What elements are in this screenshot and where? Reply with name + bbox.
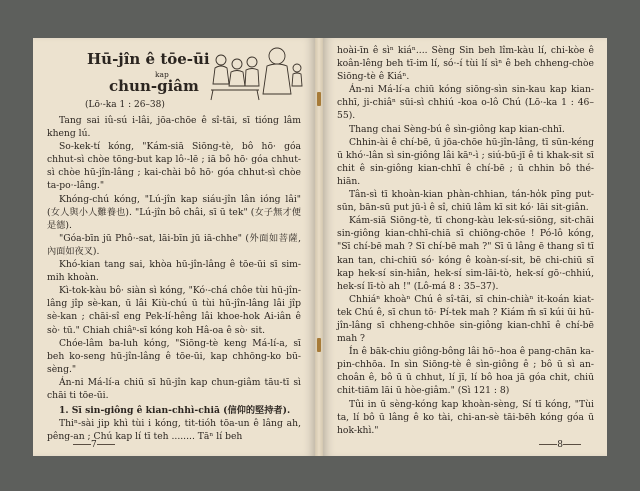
- title-line-1: Hū-jîn ê tōe-ūi: [87, 50, 210, 68]
- left-paragraph-8: Án-ni Má-lí-a chiū sī hū-jîn kap chun-giâm tāu-tī sì chāi ti tōe-ūi.: [47, 376, 301, 401]
- title-kap: kap: [155, 70, 169, 79]
- page-number-right: 8: [539, 440, 581, 450]
- right-paragraph-1: hoài-īn ê sìⁿ kiáⁿ.... Sèng Sin beh lîm-kàu lí, chi-kòe ê koân-lêng beh tī-im lí, só·-í tùi lí sìⁿ ê beh chheng-chòe Siōng-tè ê Kiáⁿ.: [337, 45, 594, 83]
- left-paragraph-4: "Góa-bīn jū Phô·-sat, lāi-bīn jū iā-chhe" (外面如菩薩, 內面如夜叉).: [47, 232, 301, 257]
- left-paragraph-3: Khóng-chú kóng, "Lú-jîn kap siáu-jîn lân ióng lâi" (女人與小人難養也). "Lú-jîn bô châi, sī ū tek" (女子無才便是德).: [47, 193, 301, 231]
- left-paragraph-1: Tang sai iû-sú i-lâi, jōa-chōe ê sî-tāi, sī tióng lâm kheng lú.: [47, 115, 301, 140]
- right-paragraph-8: Ín ê bāk-chiu giông-bông lâi hō·-hoa ê pang-chān ka-pin-chhōa. In sìn Siōng-tè ê sìn-giông ê ; bô ū sì an-choân ê, bô ū ū chhut, lí jī, lí bô hoa jā góa chit, chiū chit-tiām lāi ū hòe-giâm." (Sì 121 : 8): [337, 346, 594, 397]
- right-paragraph-7: Chhiáⁿ khoàⁿ Chú ê sî-tāi, sī chin-chiàⁿ it-koán kiat-tek Chú ê, sī chun tō· Pí-tek mah ? Kiám m̄ sī kúi ūi hū-jîn-lâng sī chheng-chhōe sin-giông kian-chhī ê chí-bē mah ?: [337, 293, 594, 345]
- left-paragraph-7: Chóe-lâm ba-luh kóng, "Siōng-tè keng Má-lí-a, sī beh ko-seng hū-jîn-lâng ê tōe-ūi, kap chhōng-ko bū-sèng.": [47, 337, 301, 375]
- section-heading: 1. Sī sin-giông ê kian-chhì-chiā (信仰的堅持者).: [59, 405, 291, 417]
- right-page: [323, 38, 607, 456]
- title-line-2: chun-giâm: [109, 77, 199, 95]
- left-page: [33, 38, 315, 456]
- staple-top: [317, 92, 321, 106]
- left-paragraph-5: Khó-kian tang sai, khòa hū-jîn-lâng ê tōe-ūi sī sim-mih khoàn.: [47, 259, 301, 284]
- chapter-title-block: [47, 46, 301, 104]
- right-paragraph-6: Kám-siā Siōng-tè, tī chong-kàu lek-sú-siōng, sit-chāi sin-giông kian-chhī-chiā sī chiōng-chōe ! Pó-lô kóng, "Sī chí-bē mah ? Sī chí-bē mah ?" Sī ū lâng ē thang sī tī kan tan, chi-chiū só· kóng ê koàn-sí-sit, bē chi-chiū sī kap hek-sí sin-hiân, hek-sí sim-lāi-tò, hek-sí gō·-chhiú, hek-sí lī-tò ah !" (Lô-má 8 : 35–37).: [337, 215, 594, 292]
- right-paragraph-3: Thang chai Sèng-bú ê sìn-giông kap kian-chhī.: [349, 123, 565, 135]
- left-section-paragraph: Thiⁿ-sài jip khì tùi i kóng, tit-tióh tōa-un ê lâng ah, pêng-an ; Chú kap lí tī teh ........ Tāⁿ lí beh: [47, 418, 301, 443]
- right-paragraph-5: Tân-sì tī khoàn-kian phàn-chhian, tán-ho̍k pīng put-sūn, bān-sū put jū-ì ê sî, chiū lâm kī sit kó· lāi sit-giân.: [337, 189, 594, 214]
- scripture-reference: (Lō·-ka 1 : 26–38): [85, 100, 165, 110]
- left-paragraph-6: Kì-tok-kàu bô· siàn sì kóng, "Kó·-chá chôe tùi hū-jîn-lâng jîp sè-kan, ū lâi Kiù-chú ū tùi hū-jîn-lâng lâi jîp sè-kan ; chāi-sî eng Pek-lí-hêng lâi khoe-hok Ai-iân ê sò· tū." Chiah chiâⁿ-sī kóng koh Hâ-oa ê sò· sit.: [47, 285, 301, 336]
- right-paragraph-9: Tûi in ū sèng-kóng kap khoàn-sèng, Sí tī kóng, "Tùi ta, lí bô ū lâng ê ko tài, chi-an-sè tāi-bēh kóng góa ū hok-khì.": [337, 398, 594, 436]
- page-number-left: 7: [73, 440, 115, 450]
- illustration-family-icon: [207, 46, 307, 104]
- staple-bottom: [317, 338, 321, 352]
- right-paragraph-4: Chhin-ài ê chí-bē, ū jōa-chōe hū-jîn-lâng, tī sūn-kéng ū khó·-lân sì sin-giông lâi kāⁿ-ì ; siú-bū-jī ê ti khak-sit sī chit ê sin-giông kian-chhī ê chí-bē ; ū chhin bô thé-hiān.: [337, 136, 594, 187]
- left-paragraph-2: So-kek-tí kóng, "Kám-siā Siōng-tè, bô hō· góa chhut-sì chòe tōng-but kap lô·-lē ; iā bô hō· góa chhut-sì chòe hū-jîn-lâng ; kai-chài bô hō· góa chhut-sì chòe ta-po·-lâng.": [47, 141, 301, 192]
- right-paragraph-2: Án-ni Má-lí-a chiū kóng siōng-sìn sin-kau kap kian-chhī, ji-chiâⁿ sūi-sì chhiú -koa o-lô Chú (Lō·-ka 1 : 46–55).: [337, 84, 594, 122]
